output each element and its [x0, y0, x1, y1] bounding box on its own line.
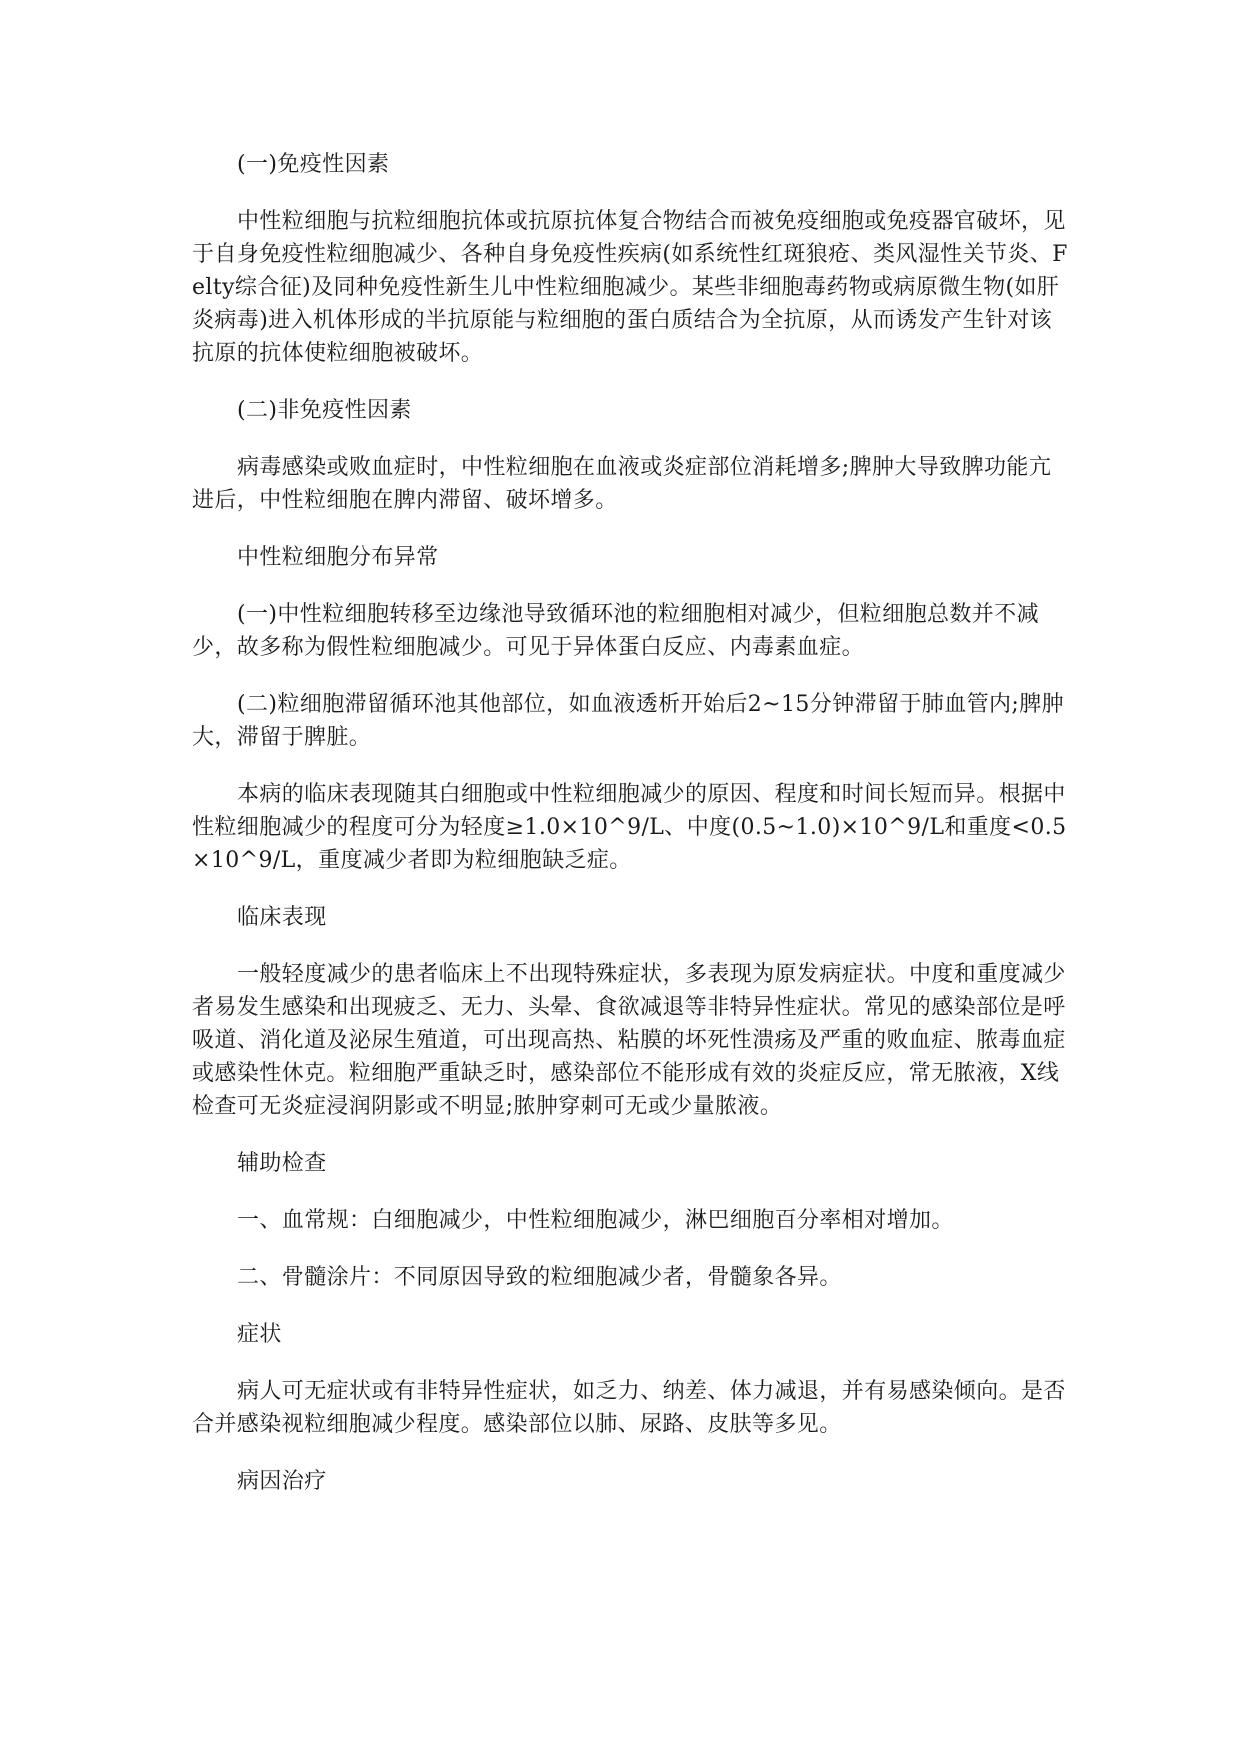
paragraph-immune: 中性粒细胞与抗粒细胞抗体或抗原抗体复合物结合而被免疫细胞或免疫器官破坏，见于自身免疫性粒细胞减少、各种自身免疫性疾病(如系统性红斑狼疮、类风湿性关节炎、Felty综合征)及同种免疫性新生儿中性粒细胞减少。某些非细胞毒药物或病原微生物(如肝炎病毒)进入机体形成的半抗原能与粒细胞的蛋白质结合为全抗原，从而诱发产生针对该抗原的抗体使粒细胞被破坏。: [192, 209, 1068, 366]
paragraph-bone-marrow: 二、骨髓涂片：不同原因导致的粒细胞减少者，骨髓象各异。: [237, 1265, 842, 1290]
section-heading-immune: (一)免疫性因素: [237, 152, 390, 177]
paragraph-clinical: 一般轻度减少的患者临床上不出现特殊症状，多表现为原发病症状。中度和重度减少者易发生感染和出现疲乏、无力、头晕、食欲减退等非特异性症状。常见的感染部位是呼吸道、消化道及泌尿生殖道，可出现高热、粘膜的坏死性溃疡及严重的败血症、脓毒血症或感染性休克。粒细胞严重缺乏时，感染部位不能形成有效的炎症反应，常无脓液，X线检查可无炎症浸润阴影或不明显;脓肿穿刺可无或少量脓液。: [192, 962, 1066, 1119]
section-heading-non-immune: (二)非免疫性因素: [237, 398, 412, 423]
paragraph-symptoms: 病人可无症状或有非特异性症状，如乏力、纳差、体力减退，并有易感染倾向。是否合并感染视粒细胞减少程度。感染部位以肺、尿路、皮肤等多见。: [192, 1379, 1066, 1437]
paragraph-distribution-2: (二)粒细胞滞留循环池其他部位，如血液透析开始后2~15分钟滞留于肺血管内;脾肿大，滞留于脾脏。: [192, 692, 1065, 750]
section-heading-clinical: 临床表现: [237, 905, 327, 930]
paragraph-blood-routine: 一、血常规：白细胞减少，中性粒细胞减少，淋巴细胞百分率相对增加。: [237, 1208, 954, 1233]
paragraph-distribution-1: (一)中性粒细胞转移至边缘池导致循环池的粒细胞相对减少，但粒细胞总数并不减少，故多称为假性粒细胞减少。可见于异体蛋白反应、内毒素血症。: [192, 602, 1039, 660]
paragraph-non-immune: 病毒感染或败血症时，中性粒细胞在血液或炎症部位消耗增多;脾肿大导致脾功能亢进后，中性粒细胞在脾内滞留、破坏增多。: [192, 455, 1052, 513]
section-heading-distribution: 中性粒细胞分布异常: [237, 545, 439, 570]
document-page: [192, 148, 1070, 1522]
section-heading-etiology-treatment: 病因治疗: [237, 1469, 327, 1494]
section-heading-symptoms: 症状: [237, 1322, 282, 1347]
section-heading-auxiliary: 辅助检查: [237, 1151, 327, 1176]
paragraph-severity: 本病的临床表现随其白细胞或中性粒细胞减少的原因、程度和时间长短而异。根据中性粒细胞减少的程度可分为轻度≥1.0×10^9/L、中度(0.5~1.0)×10^9/L和重度<0.5×10^9/L，重度减少者即为粒细胞缺乏症。: [192, 782, 1067, 873]
